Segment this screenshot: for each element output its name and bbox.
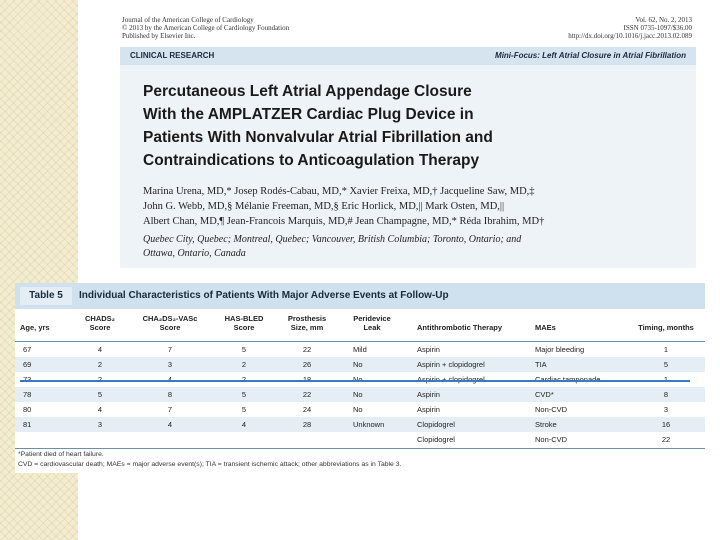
highlight-rule (20, 380, 690, 382)
table-row (15, 432, 705, 447)
cell-hasbled: 4 (241, 420, 247, 429)
header-maes-l2: MAEs (535, 323, 556, 332)
journal-issn: ISSN 0735-1097/$36.00 (623, 24, 692, 32)
author-line: Marina Urena, MD,* Josep Rodés-Cabau, MD,* Xavier Freixa, MD,† Jacqueline Saw, MD,‡ (143, 186, 535, 197)
journal-copyright: © 2013 by the American College of Cardiology Foundation (122, 24, 290, 32)
table-row (15, 342, 705, 357)
table-row (15, 402, 705, 417)
header-cha2ds2-l1: CHA₂DS₂-VASc (142, 314, 198, 323)
header-cha2ds2-l2: Score (159, 323, 181, 332)
header-hasbled-l2: Score (233, 323, 255, 332)
article-title-line: With the AMPLATZER Cardiac Plug Device in (143, 106, 474, 123)
cell-therapy: Clopidogrel (417, 435, 455, 444)
article-header-excerpt (120, 12, 696, 268)
article-title-line: Percutaneous Left Atrial Appendage Closure (143, 83, 472, 100)
cell-timing: 16 (661, 420, 671, 429)
header-age-l2: Age, yrs (20, 323, 50, 332)
section-bar (120, 47, 696, 65)
table-label: Table 5 (20, 287, 72, 305)
cell-prosthesis: 22 (302, 345, 312, 354)
cell-cha2ds2: 3 (167, 360, 173, 369)
cell-leak: Unknown (353, 420, 385, 429)
cell-hasbled: 5 (241, 390, 247, 399)
cell-cha2ds2: 7 (167, 405, 173, 414)
header-cha2ds2 (135, 314, 205, 332)
affiliation-line: Quebec City, Quebec; Montreal, Quebec; Vancouver, British Columbia; Toronto, Ontario; and (143, 234, 522, 245)
cell-maes: CVD* (535, 390, 554, 399)
cell-therapy: Clopidogrel (417, 420, 455, 429)
author-line: Albert Chan, MD,¶ Jean-Francois Marquis, MD,# Jean Champagne, MD,* Réda Ibrahim, MD† (143, 216, 545, 227)
cell-therapy: Aspirin (417, 405, 440, 414)
author-line: John G. Webb, MD,§ Mélanie Freeman, MD,§ Eric Horlick, MD,|| Mark Osten, MD,|| (143, 201, 505, 212)
journal-publisher: Published by Elsevier Inc. (122, 32, 196, 40)
cell-leak: No (353, 360, 363, 369)
header-therapy-l2: Antithrombotic Therapy (417, 323, 503, 332)
journal-info (122, 16, 289, 40)
cell-age: 80 (23, 405, 32, 414)
header-hasbled-l1: HAS-BLED (224, 314, 264, 323)
header-leak (345, 314, 399, 332)
header-maes (535, 314, 615, 332)
cell-hasbled: 5 (241, 345, 247, 354)
table-row (15, 417, 705, 432)
table-row (15, 387, 705, 402)
mini-focus-label: Mini-Focus: Left Atrial Closure in Atrial Fibrillation (495, 51, 686, 60)
cell-cha2ds2: 7 (167, 345, 173, 354)
cell-therapy: Aspirin + clopidogrel (417, 360, 485, 369)
header-chads2-l2: Score (89, 323, 111, 332)
cell-age: 67 (23, 345, 32, 354)
cell-age: 81 (23, 420, 32, 429)
header-leak-l2: Leak (363, 323, 381, 332)
header-timing-l2: Timing, months (638, 323, 694, 332)
header-chads2-l1: CHADS₂ (85, 314, 115, 323)
cell-hasbled: 2 (241, 360, 247, 369)
cell-timing: 22 (661, 435, 671, 444)
header-therapy (417, 314, 527, 332)
table-footnote: CVD = cardiovascular death; MAEs = major adverse event(s); TIA = transient ischemic attack; other abbreviations as in Table 3. (18, 461, 402, 468)
cell-chads2: 5 (97, 390, 103, 399)
cell-chads2: 2 (97, 360, 103, 369)
article-title-line: Patients With Nonvalvular Atrial Fibrillation and (143, 129, 493, 146)
table-5 (15, 283, 705, 473)
cell-timing: 1 (663, 345, 669, 354)
cell-prosthesis: 24 (302, 405, 312, 414)
cell-chads2: 4 (97, 345, 103, 354)
table-caption-bar (15, 283, 705, 309)
table-header (15, 314, 705, 340)
cell-timing: 8 (663, 390, 669, 399)
table-row (15, 357, 705, 372)
article-title-line: Contraindications to Anticoagulation Therapy (143, 152, 480, 169)
journal-issue-info (568, 16, 692, 40)
cell-maes: Stroke (535, 420, 557, 429)
cell-maes: Major bleeding (535, 345, 585, 354)
cell-age: 78 (23, 390, 32, 399)
cell-timing: 3 (663, 405, 669, 414)
cell-chads2: 4 (97, 405, 103, 414)
cell-hasbled: 5 (241, 405, 247, 414)
header-hasbled (218, 314, 270, 332)
cell-maes: Non-CVD (535, 435, 568, 444)
header-chads2 (77, 314, 123, 332)
header-prosthesis-l2: Size, mm (290, 323, 324, 332)
cell-prosthesis: 26 (302, 360, 312, 369)
cell-cha2ds2: 8 (167, 390, 173, 399)
header-leak-l1: Peridevice (353, 314, 391, 323)
table-footnote: *Patient died of heart failure. (18, 451, 104, 458)
cell-maes: Non-CVD (535, 405, 568, 414)
cell-therapy: Aspirin (417, 345, 440, 354)
cell-maes: TIA (535, 360, 547, 369)
affiliation-line: Ottawa, Ontario, Canada (143, 248, 246, 259)
journal-volume: Vol. 62, No. 2, 2013 (635, 16, 692, 24)
header-prosthesis (281, 314, 333, 332)
header-age (20, 314, 58, 332)
journal-doi: http://dx.doi.org/10.1016/j.jacc.2013.02.089 (568, 32, 692, 40)
cell-timing: 5 (663, 360, 669, 369)
header-prosthesis-l1: Prosthesis (287, 314, 327, 323)
table-title: Individual Characteristics of Patients With Major Adverse Events at Follow-Up (79, 290, 449, 301)
section-label: CLINICAL RESEARCH (130, 51, 215, 60)
cell-prosthesis: 22 (302, 390, 312, 399)
cell-prosthesis: 28 (302, 420, 312, 429)
cell-therapy: Aspirin (417, 390, 440, 399)
cell-cha2ds2: 4 (167, 420, 173, 429)
cell-leak: No (353, 405, 363, 414)
cell-leak: Mild (353, 345, 367, 354)
footer-rule (15, 448, 705, 449)
journal-name: Journal of the American College of Cardiology (122, 16, 254, 24)
cell-chads2: 3 (97, 420, 103, 429)
cell-leak: No (353, 390, 363, 399)
cell-age: 69 (23, 360, 32, 369)
header-timing (630, 314, 702, 332)
